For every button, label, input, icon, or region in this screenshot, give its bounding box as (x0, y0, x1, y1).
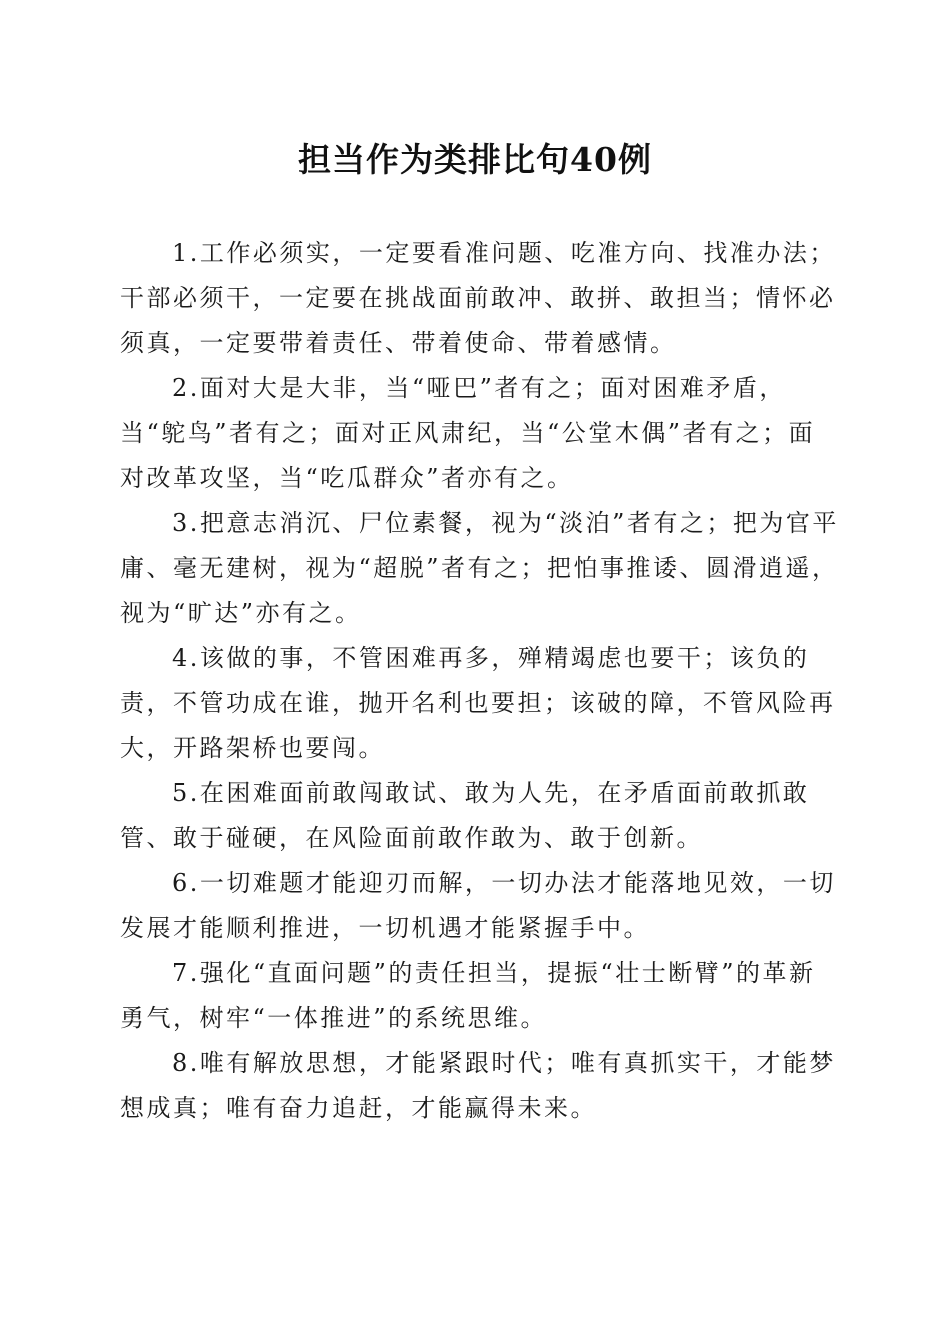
paragraph-7: 7.强化“直面问题”的责任担当，提振“壮士断臂”的革新勇气，树牢“一体推进”的系统思维。 (120, 959, 816, 1032)
paragraph-2: 2.面对大是大非，当“哑巴”者有之；面对困难矛盾，当“鸵鸟”者有之；面对正风肃纪，当“公堂木偶”者有之；面对改革攻坚，当“吃瓜群众”者亦有之。 (120, 374, 816, 492)
paragraph-5: 5.在困难面前敢闯敢试、敢为人先，在矛盾面前敢抓敢管、敢于碰硬，在风险面前敢作敢为、敢于创新。 (120, 779, 810, 852)
paragraph-4: 4.该做的事，不管困难再多，殚精竭虑也要干；该负的责，不管功成在谁，抛开名利也要担；该破的障，不管风险再大，开路架桥也要闯。 (120, 644, 836, 762)
document-title: 担当作为类排比句40例 (298, 140, 652, 179)
paragraph-1: 1.工作必须实，一定要看准问题、吃准方向、找准办法；干部必须干，一定要在挑战面前敢冲、敢拼、敢担当；情怀必须真，一定要带着责任、带着使命、带着感情。 (120, 239, 836, 357)
paragraph-3: 3.把意志消沉、尸位素餐，视为“淡泊”者有之；把为官平庸、毫无建树，视为“超脱”者有之；把怕事推诿、圆滑逍遥，视为“旷达”亦有之。 (120, 509, 839, 627)
paragraph-8: 8.唯有解放思想，才能紧跟时代；唯有真抓实干，才能梦想成真；唯有奋力追赶，才能赢得未来。 (120, 1049, 836, 1122)
paragraph-6: 6.一切难题才能迎刃而解，一切办法才能落地见效，一切发展才能顺利推进，一切机遇才能紧握手中。 (120, 869, 836, 942)
document-body (120, 231, 840, 1131)
